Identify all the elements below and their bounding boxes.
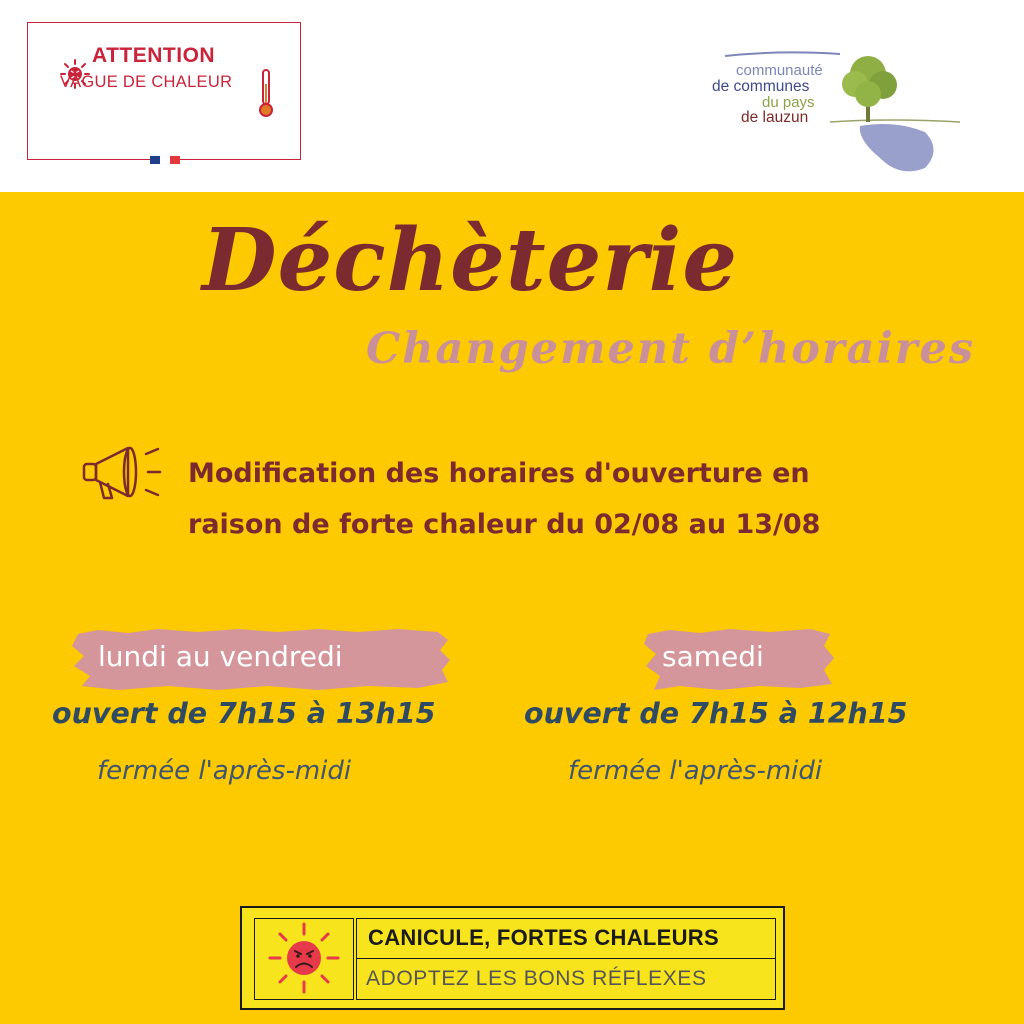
schedule-label-weekdays: lundi au vendredi bbox=[98, 640, 343, 673]
schedule-note-saturday: fermée l'après-midi bbox=[568, 756, 823, 786]
page-subtitle: Changement d’horaires bbox=[366, 324, 976, 374]
logo-line-2: de communes bbox=[712, 78, 810, 95]
banner-subtitle: ADOPTEZ LES BONS RÉFLEXES bbox=[366, 967, 707, 990]
notice-text bbox=[188, 448, 948, 550]
schedule-label-saturday: samedi bbox=[662, 640, 764, 673]
angry-sun-icon bbox=[254, 914, 354, 1004]
logo-line-4: de lauzun bbox=[741, 109, 809, 126]
page-title: Déchèterie bbox=[202, 210, 739, 311]
banner-title: CANICULE, FORTES CHALEURS bbox=[368, 925, 719, 950]
logo-line-3: du pays bbox=[762, 94, 815, 111]
french-flag bbox=[150, 156, 180, 164]
poster-background bbox=[0, 192, 1024, 1024]
schedule-hours-weekdays: ouvert de 7h15 à 13h15 bbox=[52, 697, 436, 730]
megaphone-icon bbox=[80, 440, 166, 506]
notice-line-1: Modification des horaires d'ouverture en bbox=[188, 458, 810, 489]
heatwave-label: VAGUE DE CHALEUR bbox=[60, 73, 233, 91]
thermometer-icon bbox=[258, 68, 274, 118]
logo-line-1: communauté bbox=[736, 62, 823, 79]
schedule-note-weekdays: fermée l'après-midi bbox=[97, 756, 352, 786]
schedule-hours-saturday: ouvert de 7h15 à 12h15 bbox=[524, 697, 908, 730]
attention-title: ATTENTION bbox=[92, 44, 216, 67]
notice-line-2: raison de forte chaleur du 02/08 au 13/08 bbox=[188, 509, 821, 540]
